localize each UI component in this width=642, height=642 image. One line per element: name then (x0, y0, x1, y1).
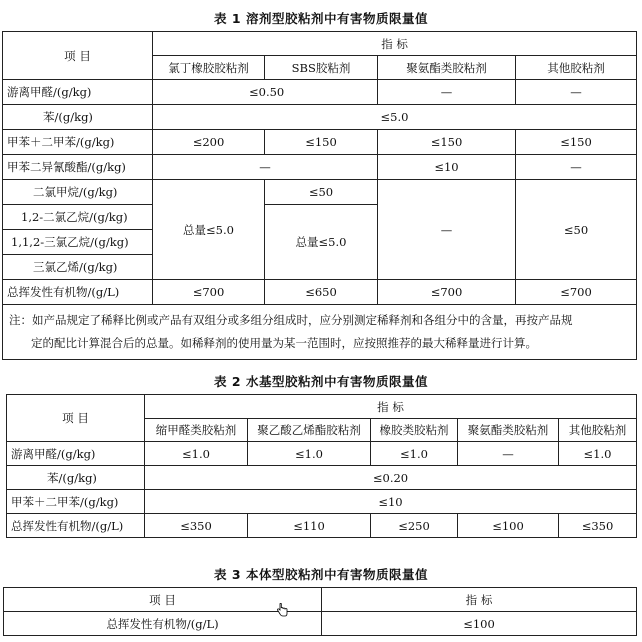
table2-cell: ≤110 (248, 514, 371, 538)
table1-row-label: 总挥发性有机物/(g/L) (3, 280, 153, 305)
table1-cell: ≤150 (516, 130, 637, 155)
table2-cell: ≤100 (458, 514, 559, 538)
table3-item-header: 项 目 (4, 588, 322, 612)
table3 (3, 587, 637, 636)
table1-cell: 总量≤5.0 (153, 180, 265, 280)
table2-cell: ≤0.20 (145, 466, 637, 490)
table1-item-header: 项 目 (3, 32, 153, 80)
hand-cursor-icon (276, 603, 288, 617)
table1-cell: ≤50 (265, 180, 378, 205)
table1-col-other: 其他胶粘剂 (516, 56, 637, 80)
table2-cell: ≤1.0 (248, 442, 371, 466)
table1-cell: — (378, 180, 516, 280)
table1-col-pu: 聚氨酯类胶粘剂 (378, 56, 516, 80)
table1-row-label: 游离甲醛/(g/kg) (3, 80, 153, 105)
table2-cell: ≤350 (145, 514, 248, 538)
table2-row-label: 甲苯＋二甲苯/(g/kg) (7, 490, 145, 514)
table1-note-line1: 注：如产品规定了稀释比例或产品有双组分或多组分组成时，应分别测定稀释剂和各组分中的含量，再按产品规 (9, 313, 573, 327)
table1-cell: ≤200 (153, 130, 265, 155)
table2-col-pva: 聚乙酸乙烯酯胶粘剂 (248, 419, 371, 442)
table2-cell: ≤1.0 (145, 442, 248, 466)
table1 (2, 31, 637, 360)
table2-caption: 表 2 水基型胶粘剂中有害物质限量值 (214, 374, 428, 389)
table1-cell: — (516, 80, 637, 105)
table2-item-header: 项 目 (7, 395, 145, 442)
table1-row-label: 苯/(g/kg) (3, 105, 153, 130)
table1-note (3, 305, 637, 360)
table2-cell: ≤250 (371, 514, 458, 538)
table1-row-label: 1,1,2-三氯乙烷/(g/kg) (3, 230, 153, 255)
table2-col-other: 其他胶粘剂 (559, 419, 637, 442)
table2-col-formal: 缩甲醛类胶粘剂 (145, 419, 248, 442)
table3-indicator-header: 指 标 (322, 588, 637, 612)
table1-cell: ≤700 (378, 280, 516, 305)
table1-col-chloroprene: 氯丁橡胶胶粘剂 (153, 56, 265, 80)
table1-cell: ≤700 (516, 280, 637, 305)
table2-col-rubber: 橡胶类胶粘剂 (371, 419, 458, 442)
table3-row-label: 总挥发性有机物/(g/L) (4, 612, 322, 636)
table1-cell: — (153, 155, 378, 180)
table3-caption: 表 3 本体型胶粘剂中有害物质限量值 (214, 567, 428, 582)
table2-cell: ≤10 (145, 490, 637, 514)
table2-row-label: 苯/(g/kg) (7, 466, 145, 490)
table1-cell: ≤5.0 (153, 105, 637, 130)
table2-cell: ≤1.0 (559, 442, 637, 466)
table1-row-label: 甲苯二异氰酸酯/(g/kg) (3, 155, 153, 180)
table1-row-label: 二氯甲烷/(g/kg) (3, 180, 153, 205)
table1-row-label: 1,2-二氯乙烷/(g/kg) (3, 205, 153, 230)
table2-row-label: 总挥发性有机物/(g/L) (7, 514, 145, 538)
table1-caption: 表 1 溶剂型胶粘剂中有害物质限量值 (214, 11, 428, 26)
table2-cell: ≤1.0 (371, 442, 458, 466)
table1-cell: ≤700 (153, 280, 265, 305)
table1-cell: — (516, 155, 637, 180)
table1-cell: ≤0.50 (153, 80, 378, 105)
table1-cell: ≤150 (265, 130, 378, 155)
table1-cell: ≤650 (265, 280, 378, 305)
table1-note-line2: 定的配比计算混合后的总量。如稀释剂的使用量为某一范围时，应按照推荐的最大稀释量进行计算。 (31, 336, 537, 350)
table1-cell: 总量≤5.0 (265, 205, 378, 280)
table1-indicator-header: 指 标 (153, 32, 637, 56)
table1-cell: ≤10 (378, 155, 516, 180)
table1-cell: ≤50 (516, 180, 637, 280)
table1-row-label: 三氯乙烯/(g/kg) (3, 255, 153, 280)
table2-col-pu: 聚氨酯类胶粘剂 (458, 419, 559, 442)
table2-cell: — (458, 442, 559, 466)
table2-row-label: 游离甲醛/(g/kg) (7, 442, 145, 466)
table1-col-sbs: SBS胶粘剂 (265, 56, 378, 80)
table2-cell: ≤350 (559, 514, 637, 538)
table1-cell: — (378, 80, 516, 105)
table2 (6, 394, 637, 538)
table1-cell: ≤150 (378, 130, 516, 155)
table3-cell: ≤100 (322, 612, 637, 636)
table1-row-label: 甲苯＋二甲苯/(g/kg) (3, 130, 153, 155)
table2-indicator-header: 指 标 (145, 395, 637, 419)
